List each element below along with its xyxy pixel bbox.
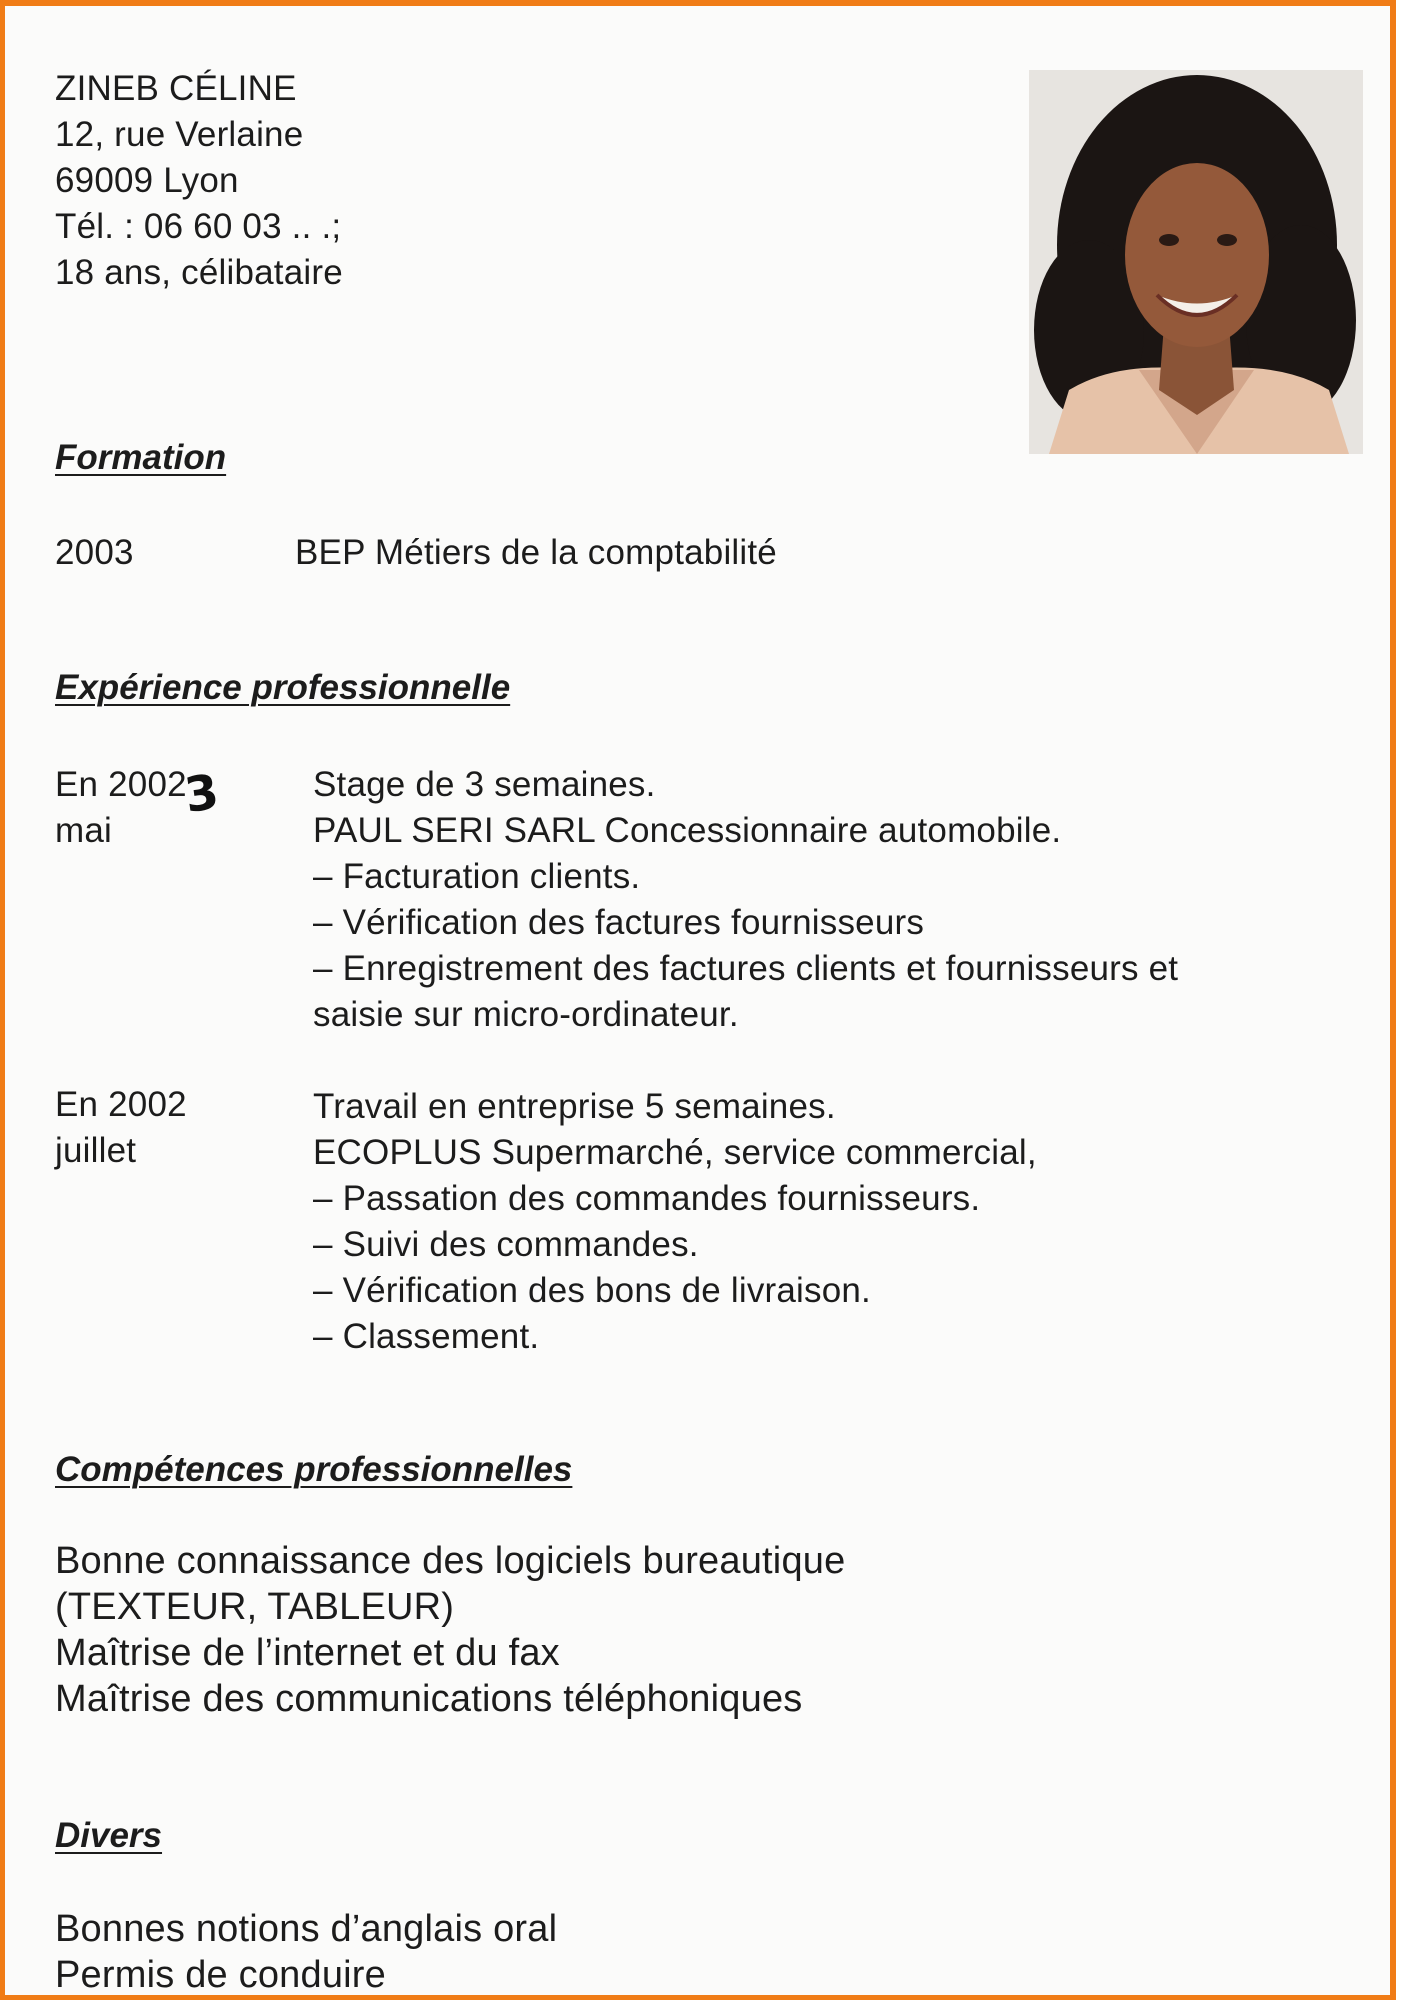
experience-date: En 2002 [55, 765, 187, 804]
competences-heading: Compétences professionnelles [55, 1450, 573, 1489]
experience-line: – Vérification des bons de livraison. [313, 1271, 871, 1310]
handwritten-correction: 3 [181, 763, 223, 825]
experience-line: – Facturation clients. [313, 857, 641, 896]
experience-month: juillet [55, 1131, 137, 1170]
competence-line: Maîtrise de l’internet et du fax [55, 1632, 560, 1674]
competence-line: (TEXTEUR, TABLEUR) [55, 1586, 455, 1628]
competence-line: Maîtrise des communications téléphoniques [55, 1678, 803, 1720]
candidate-name: ZINEB CÉLINE [55, 69, 297, 108]
age-status-line: 18 ans, célibataire [55, 253, 343, 292]
divers-line: Permis de conduire [55, 1954, 386, 1996]
experience-line: – Enregistrement des factures clients et fournisseurs et [313, 949, 1179, 988]
experience-line: Travail en entreprise 5 semaines. [313, 1087, 836, 1126]
divers-line: Bonnes notions d’anglais oral [55, 1908, 558, 1950]
experience-line: saisie sur micro-ordinateur. [313, 995, 739, 1034]
experience-line: – Passation des commandes fournisseurs. [313, 1179, 981, 1218]
experience-month: mai [55, 811, 112, 850]
experience-heading: Expérience professionnelle [55, 668, 511, 707]
experience-line: – Suivi des commandes. [313, 1225, 699, 1264]
formation-year: 2003 [55, 533, 134, 572]
candidate-photo [1029, 70, 1363, 454]
experience-line: – Classement. [313, 1317, 540, 1356]
formation-diploma: BEP Métiers de la comptabilité [295, 533, 777, 572]
experience-line: PAUL SERI SARL Concessionnaire automobile. [313, 811, 1062, 850]
formation-heading: Formation [55, 438, 227, 477]
competence-line: Bonne connaissance des logiciels bureautique [55, 1540, 846, 1582]
experience-line: – Vérification des factures fournisseurs [313, 903, 925, 942]
experience-line: Stage de 3 semaines. [313, 765, 656, 804]
address-line: 12, rue Verlaine [55, 115, 304, 154]
experience-date: En 2002 [55, 1085, 187, 1124]
phone-line: Tél. : 06 60 03 .. .; [55, 207, 342, 246]
divers-heading: Divers [55, 1816, 163, 1855]
experience-line: ECOPLUS Supermarché, service commercial, [313, 1133, 1037, 1172]
city-line: 69009 Lyon [55, 161, 239, 200]
